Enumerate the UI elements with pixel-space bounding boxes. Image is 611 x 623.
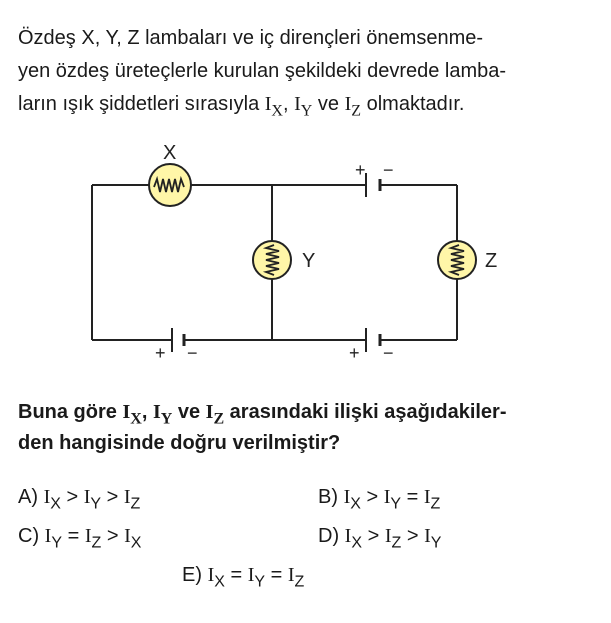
lamp-x — [149, 164, 191, 206]
option-e[interactable]: E) $I_X = I_Y = I_Z$ — [182, 564, 305, 591]
question-intro — [18, 22, 598, 121]
option-c[interactable]: C) $I_Y = I_Z > I_X$ — [18, 525, 142, 552]
battery-top-minus: − — [383, 160, 394, 180]
question-line-2: den hangisinde doğru verilmiştir? — [18, 432, 341, 454]
prompt-symbol-iz: $I_Z$ — [205, 401, 225, 428]
battery-top-plus: + — [355, 160, 366, 180]
question-prompt — [18, 397, 603, 459]
intro-line-3-end: olmaktadır. — [361, 93, 465, 115]
intro-line-2: yen özdeş üreteçlerle kurulan şekildeki devrede lamba- — [18, 60, 507, 82]
battery-bottom-right — [366, 328, 380, 352]
lamp-x-label: X — [163, 142, 177, 164]
lamp-y-label: Y — [302, 250, 316, 272]
option-a[interactable]: A) $I_X > I_Y > I_Z$ — [18, 486, 141, 513]
battery-left-plus: + — [155, 343, 166, 363]
intro-line-3-start: ların ışık şiddetleri sırasıyla — [18, 93, 265, 115]
symbol-iz: $I_Z$ — [344, 93, 362, 120]
option-d[interactable]: D) $I_X > I_Z > I_Y$ — [318, 525, 442, 552]
symbol-iy: $I_Y$ — [294, 93, 313, 120]
option-b[interactable]: B) $I_X > I_Y = I_Z$ — [318, 486, 441, 513]
battery-left-minus: − — [187, 343, 198, 363]
battery-right-minus: − — [383, 343, 394, 363]
prompt-symbol-ix: $I_X$ — [122, 401, 142, 428]
lamp-z — [438, 241, 476, 279]
circuit-diagram — [0, 130, 611, 370]
question-line-1: Buna göre $I_X$, $I_Y$ ve $I_Z$ arasındaki ilişki aşağıdakiler- — [18, 401, 507, 428]
battery-top — [366, 173, 380, 197]
symbol-ix: $I_X$ — [264, 93, 283, 120]
prompt-symbol-iy: $I_Y$ — [152, 401, 173, 428]
battery-bottom-left — [172, 328, 184, 352]
lamp-y — [253, 241, 291, 279]
battery-right-plus: + — [349, 343, 360, 363]
lamp-z-label: Z — [485, 250, 498, 272]
intro-line-3-and: ve — [312, 93, 345, 115]
intro-line-1: Özdeş X, Y, Z lambaları ve iç dirençleri önemsenme- — [18, 27, 484, 49]
intro-line-3: ların ışık şiddetleri sırasıyla $I_X$, $I_Y$ ve $I_Z$ olmaktadır. — [18, 93, 465, 120]
